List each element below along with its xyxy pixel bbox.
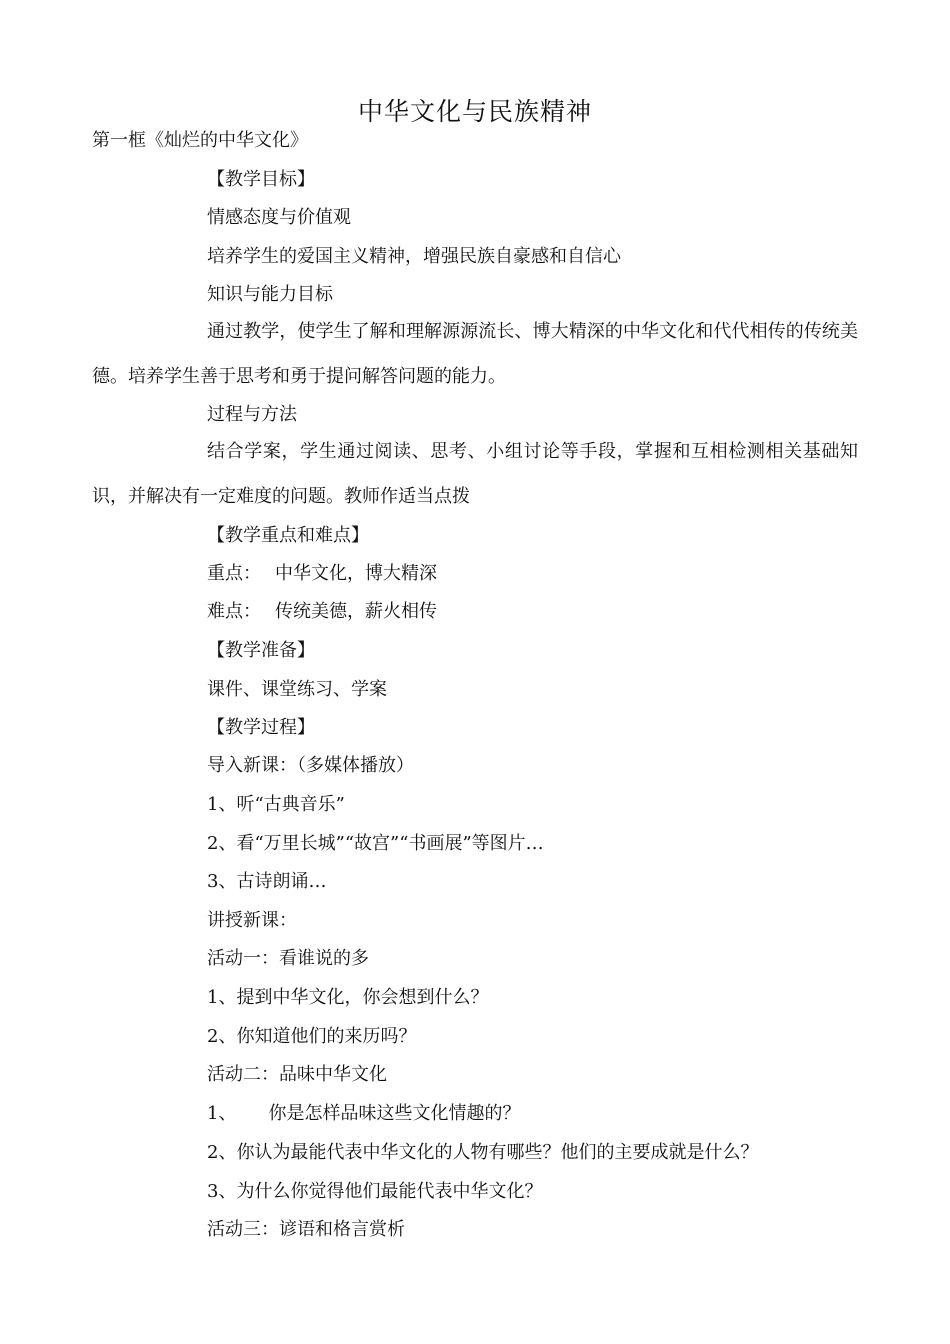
activity2-item: 3、为什么你觉得他们最能代表中华文化？ [207,1181,543,1202]
activity1-item: 2、你知道他们的来历吗？ [207,1026,417,1047]
activity2-item [207,1102,520,1126]
procedure-heading: 【教学过程】 [207,717,315,738]
prep-text: 课件、课堂练习、学案 [207,679,387,700]
key-difficulty-heading: 【教学重点和难点】 [207,525,369,546]
goals-heading: 【教学目标】 [207,169,315,190]
difficulty-value: 传统美德，薪火相传 [275,601,437,622]
key-point-row [207,562,437,586]
intro-label: 导入新课：（多媒体播放） [207,755,414,776]
activity2-item-text: 你是怎样品味这些文化情趣的？ [268,1103,521,1124]
key-point-label: 重点： [207,563,261,584]
document-title: 中华文化与民族精神 [357,97,592,126]
process-text: 结合学案，学生通过阅读、思考、小组讨论等手段，掌握和互相检测相关基础知识，并解决有一定难度的问题。教师作适当点拨 [92,441,858,507]
process-heading: 过程与方法 [207,404,297,425]
intro-item: 1、听“古典音乐” [207,794,345,815]
activity3-heading: 活动三：谚语和格言赏析 [207,1219,405,1240]
knowledge-text: 通过教学，使学生了解和理解源源流长、博大精深的中华文化和代代相传的传统美德。培养学生善于思考和勇于提问解答问题的能力。 [92,321,858,387]
difficulty-row [207,600,437,624]
prep-heading: 【教学准备】 [207,640,315,661]
lesson-subtitle: 第一框《灿烂的中华文化》 [92,130,308,151]
lecture-label: 讲授新课： [207,910,297,931]
difficulty-label: 难点： [207,601,261,622]
intro-item: 3、古诗朗诵… [207,871,327,892]
activity1-item: 1、提到中华文化，你会想到什么？ [207,987,489,1008]
activity2-item: 2、你认为最能代表中华文化的人物有哪些？他们的主要成就是什么？ [207,1142,759,1163]
emotion-heading: 情感态度与价值观 [207,207,351,228]
knowledge-heading: 知识与能力目标 [207,284,333,305]
key-point-value: 中华文化，博大精深 [275,563,437,584]
activity1-heading: 活动一：看谁说的多 [207,948,369,969]
activity2-item-number: 1、 [207,1103,237,1124]
emotion-text: 培养学生的爱国主义精神，增强民族自豪感和自信心 [207,246,621,267]
activity2-heading: 活动二：品味中华文化 [207,1064,387,1085]
intro-item: 2、看“万里长城”“故宫”“书画展”等图片… [207,833,544,854]
